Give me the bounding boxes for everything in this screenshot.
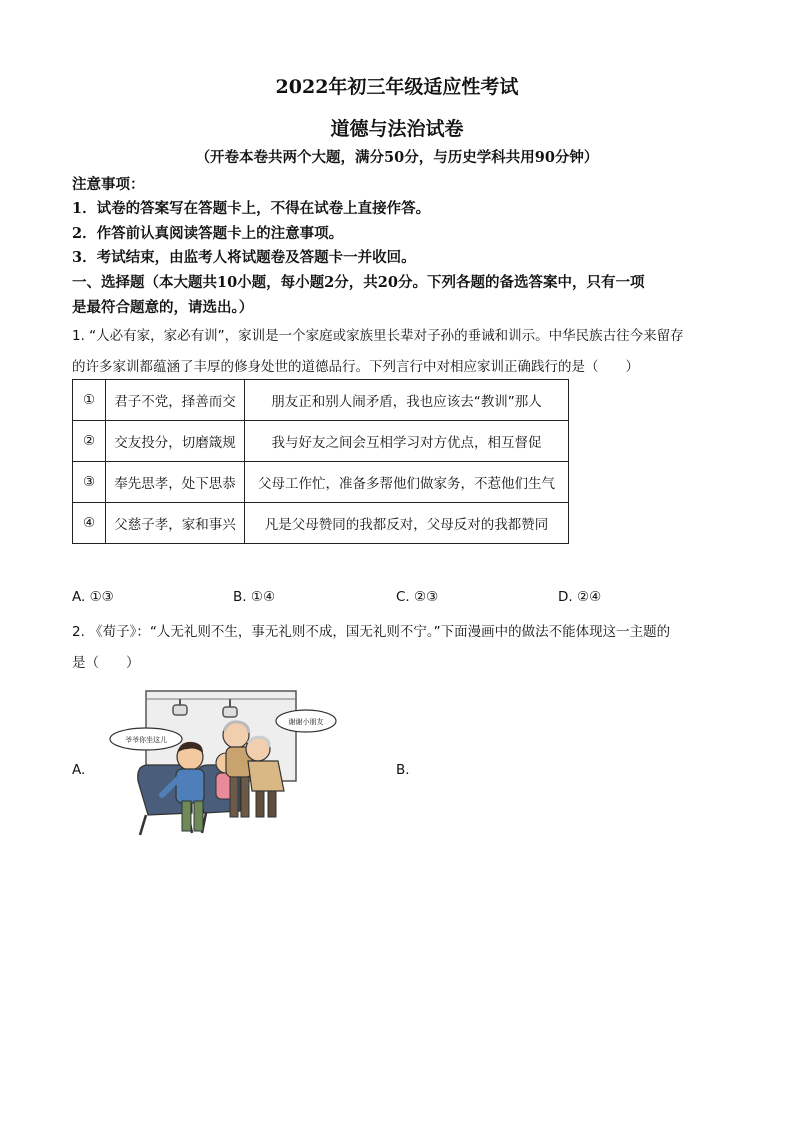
exam-title: 2022年初三年级适应性考试 — [275, 76, 519, 98]
row-action: 我与好友之间会互相学习对方优点，相互督促 — [245, 421, 569, 462]
table-row — [73, 421, 569, 462]
table-row — [73, 503, 569, 544]
subject-title: 道德与法治试卷 — [330, 118, 464, 140]
q2-option-b: B. — [396, 762, 410, 778]
q1-option-a: A. ①③ — [72, 589, 114, 605]
row-motto: 君子不党，择善而交 — [106, 380, 245, 421]
row-action: 朋友正和别人闹矛盾，我也应该去“教训”那人 — [245, 380, 569, 421]
row-number: ① — [73, 380, 106, 421]
notice-item-3: 3．考试结束，由监考人将试题卷及答题卡一并收回。 — [72, 249, 416, 266]
bus-seat-cartoon — [108, 685, 338, 837]
row-motto: 父慈子孝，家和事兴 — [106, 503, 245, 544]
q1-table — [72, 379, 569, 544]
exam-note: （开卷本卷共两个大题，满分50分，与历史学科共用90分钟） — [195, 149, 599, 166]
row-number: ③ — [73, 462, 106, 503]
section1-heading-cont: 是最符合题意的，请选出。） — [72, 299, 254, 316]
table-row — [73, 380, 569, 421]
notice-item-1: 1．试卷的答案写在答题卡上，不得在试卷上直接作答。 — [72, 200, 431, 217]
row-action: 凡是父母赞同的我都反对，父母反对的我都赞同 — [245, 503, 569, 544]
row-number: ② — [73, 421, 106, 462]
notice-item-2: 2．作答前认真阅读答题卡上的注意事项。 — [72, 225, 344, 242]
q1-option-c: C. ②③ — [396, 589, 439, 605]
q1-option-d: D. ②④ — [558, 589, 602, 605]
row-number: ④ — [73, 503, 106, 544]
q1-option-b: B. ①④ — [233, 589, 276, 605]
section1-heading: 一、选择题（本大题共10小题，每小题2分，共20分。下列各题的备选答案中，只有一项 — [72, 274, 645, 291]
row-motto: 交友投分，切磨箴规 — [106, 421, 245, 462]
q2-stem-line1: 2. 《荀子》：“人无礼则不生，事无礼则不成，国无礼则不宁。”下面漫画中的做法不能体现这一主题的 — [72, 624, 671, 640]
q1-stem-line1: 1. “人必有家，家必有训”，家训是一个家庭或家族里长辈对子孙的垂诫和训示。中华民族古往今来留存 — [72, 328, 684, 344]
bubble-left-text: 爷爷你坐这儿 — [125, 736, 167, 744]
q1-stem-line2: 的许多家训都蕴涵了丰厚的修身处世的道德品行。下列言行中对相应家训正确践行的是（ ） — [72, 359, 639, 375]
q2-option-a: A. — [72, 762, 86, 778]
table-row — [73, 462, 569, 503]
bubble-right-text: 谢谢小朋友 — [288, 718, 324, 726]
notice-heading: 注意事项： — [72, 176, 145, 193]
q2-stem-line2: 是（ ） — [72, 655, 140, 671]
row-motto: 奉先思孝，处下思恭 — [106, 462, 245, 503]
row-action: 父母工作忙，准备多帮他们做家务，不惹他们生气 — [245, 462, 569, 503]
